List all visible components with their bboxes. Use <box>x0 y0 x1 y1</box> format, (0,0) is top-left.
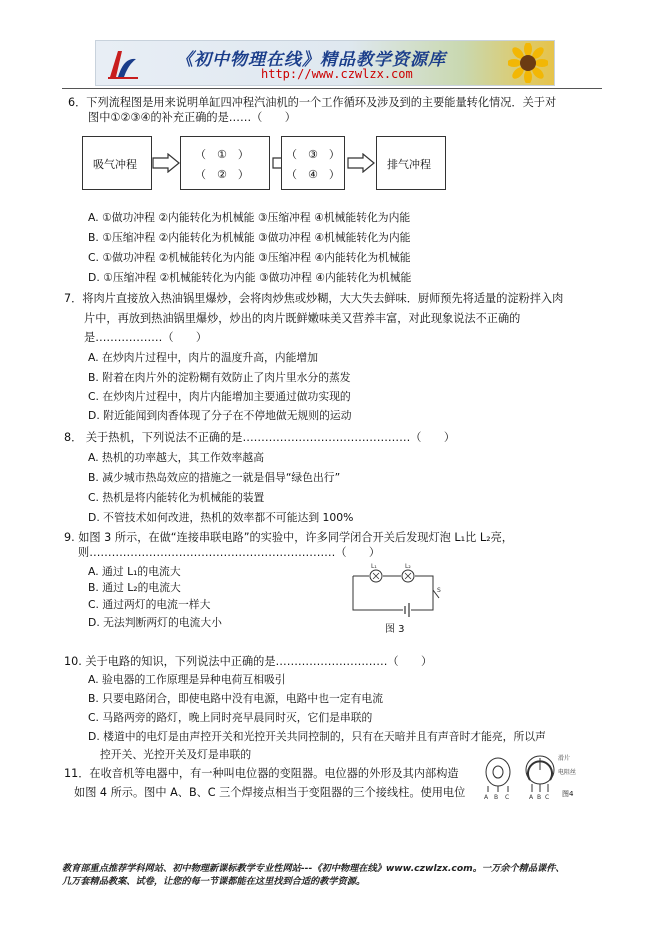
q6-option-a: A. ①做功冲程 ②内能转化为机械能 ③压缩冲程 ④机械能转化为内能 <box>88 211 411 224</box>
q10-option-d-cont: 控开关、光控开关及灯是串联的 <box>100 748 252 761</box>
q7-option-c: C. 在炒肉片过程中，肉片内能增加主要通过做功实现的 <box>88 390 351 403</box>
flow-blank-3: （ ③ ） <box>286 148 340 161</box>
banner-url[interactable]: http://www.czwlzx.com <box>261 67 413 81</box>
q8-option-c: C. 热机是将内能转化为机械能的装置 <box>88 491 265 504</box>
q8-option-b: B. 减少城市热岛效应的措施之一就是倡导“绿色出行” <box>88 471 341 484</box>
figure-4-c-left: C <box>505 794 510 800</box>
q10-option-b: B. 只要电路闭合，即使电路中没有电源，电路中也一定有电流 <box>88 692 383 705</box>
footer-line-2: 几万套精品教案、试卷，让您的每一节课都能在这里找到合适的教学资源。 <box>62 876 366 887</box>
flow-box-exhaust-label: 排气冲程 <box>387 158 431 171</box>
banner-title: 《初中物理在线》精品教学资源库 <box>176 50 446 70</box>
flow-box-2 <box>180 136 270 190</box>
q8-option-d: D. 不管技术如何改进，热机的效率都不可能达到 100% <box>88 511 354 524</box>
q10-option-c: C. 马路两旁的路灯，晚上同时亮早晨同时灭，它们是串联的 <box>88 711 373 724</box>
q7-option-d: D. 附近能闻到肉香体现了分子在不停地做无规则的运动 <box>88 409 352 422</box>
q7-stem-1: 7．将肉片直接放入热油锅里爆炒，会将肉炒焦或炒糊，大大失去鲜味．厨师预先将适量的淀粉拌入肉 <box>64 292 564 305</box>
flow-blank-2: （ ② ） <box>195 168 249 181</box>
q6-stem-1: 6．下列流程图是用来说明单缸四冲程汽油机的一个工作循环及涉及到的主要能量转化情况．关于对 <box>68 96 557 109</box>
flow-box-exhaust <box>376 136 446 190</box>
figure-4-potentiometer <box>478 750 598 800</box>
figure-4-a-right: A <box>529 794 534 800</box>
figure-3-circuit <box>345 562 445 637</box>
q10-stem: 10. 关于电路的知识，下列说法中正确的是…………………………（ ） <box>64 655 433 668</box>
figure-4-b-left: B <box>494 794 499 800</box>
footer-line-1: 教育部重点推荐学科网站、初中物理新课标教学专业性网站---《初中物理在线》www.czwlzx.com。一万余个精品课件、 <box>62 863 565 874</box>
q7-stem-2: 片中，再放到热油锅里爆炒，炒出的肉片既鲜嫩味美又营养丰富，对此现象说法不正确的 <box>84 312 521 325</box>
flow-blank-4: （ ④ ） <box>286 168 340 181</box>
q6-option-d: D. ①压缩冲程 ②机械能转化为内能 ③做功冲程 ④内能转化为机械能 <box>88 271 412 284</box>
potentiometer-exterior-icon <box>486 758 510 786</box>
flow-arrow-1-icon <box>152 153 180 173</box>
q6-stem-2: 图中①②③④的补充正确的是……（ ） <box>88 111 296 124</box>
q6-option-c: C. ①做功冲程 ②机械能转化为内能 ③压缩冲程 ④内能转化为机械能 <box>88 251 411 264</box>
figure-4-caption: 图4 <box>562 790 574 798</box>
flow-box-intake-label: 吸气冲程 <box>93 158 137 171</box>
figure-3-l1: L₁ <box>371 563 377 570</box>
header-banner <box>95 40 555 86</box>
figure-3-switch: S <box>437 587 441 594</box>
q10-option-d: D. 楼道中的电灯是由声控开关和光控开关共同控制的，只有在天暗并且有声音时才能亮，所以声 <box>88 730 546 743</box>
q7-option-b: B. 附着在肉片外的淀粉糊有效防止了肉片里水分的蒸发 <box>88 371 351 384</box>
figure-3-l2: L₂ <box>405 563 411 570</box>
flow-blank-1: （ ① ） <box>195 148 249 161</box>
q9-option-d: D. 无法判断两灯的电流大小 <box>88 616 222 629</box>
q6-option-b: B. ①压缩冲程 ②内能转化为机械能 ③做功冲程 ④机械能转化为内能 <box>88 231 411 244</box>
q7-stem-3: 是………………（ ） <box>84 331 208 344</box>
flow-box-intake <box>82 136 152 190</box>
q9-stem-2: 则…………………………………………………………（ ） <box>78 546 381 559</box>
flow-box-3 <box>281 136 345 190</box>
figure-4-label-slider: 滑片 <box>558 755 571 762</box>
q11-stem-2: 如图 4 所示。图中 A、B、C 三个焊接点相当于变阻器的三个接线柱。使用电位 <box>74 786 466 799</box>
q8-stem: 8． 关于热机，下列说法不正确的是………………………………………（ ） <box>64 431 456 444</box>
figure-3-caption: 图 3 <box>385 624 405 635</box>
figure-4-a-left: A <box>484 794 489 800</box>
header-rule <box>62 88 602 89</box>
figure-4-label-wire: 电阻丝 <box>558 769 577 776</box>
q9-stem-1: 9. 如图 3 所示，在做“连接串联电路”的实验中，许多同学闭合开关后发现灯泡 L₁比 L₂亮， <box>64 531 513 544</box>
q7-option-a: A. 在炒肉片过程中，肉片的温度升高，内能增加 <box>88 351 318 364</box>
logo-icon <box>106 47 140 81</box>
sunflower-icon <box>508 43 548 83</box>
q8-option-a: A. 热机的功率越大，其工作效率越高 <box>88 451 265 464</box>
q10-option-a: A. 验电器的工作原理是异种电荷互相吸引 <box>88 673 286 686</box>
q9-option-b: B. 通过 L₂的电流大 <box>88 581 181 594</box>
q9-option-c: C. 通过两灯的电流一样大 <box>88 598 211 611</box>
q11-stem-1: 11．在收音机等电器中，有一种叫电位器的变阻器。电位器的外形及其内部构造 <box>64 767 459 780</box>
figure-4-b-right: B <box>537 794 542 800</box>
q9-option-a: A. 通过 L₁的电流大 <box>88 565 181 578</box>
figure-4-c-right: C <box>545 794 550 800</box>
page-footer <box>62 862 602 888</box>
flow-arrow-3-icon <box>347 153 375 173</box>
